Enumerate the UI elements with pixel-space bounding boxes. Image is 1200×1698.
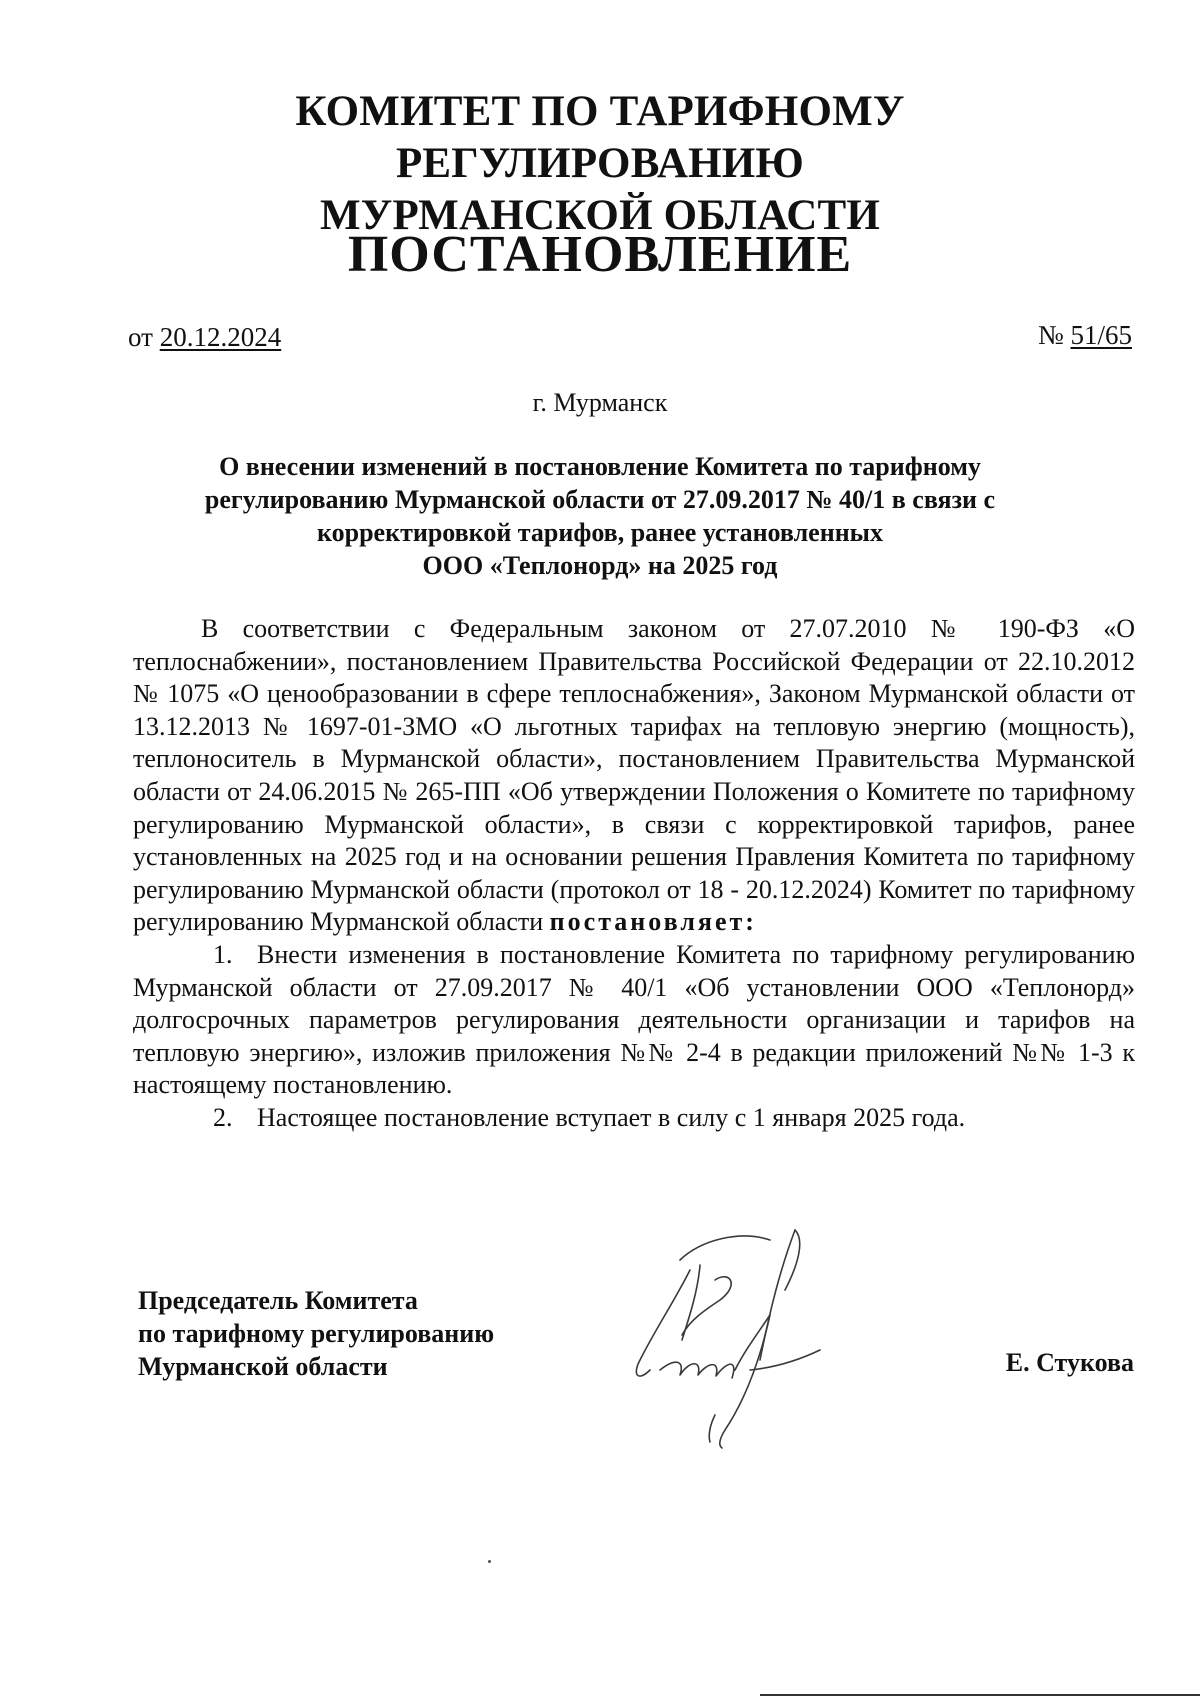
- date-prefix: от: [128, 322, 153, 352]
- document-number: [1038, 318, 1132, 352]
- scan-artifact-line: [760, 1694, 1200, 1696]
- subject-line1: О внесении изменений в постановление Комитета по тарифному: [219, 452, 981, 481]
- item-number: 2.: [213, 1102, 233, 1132]
- list-item: [133, 1102, 1135, 1135]
- subject-line4: ООО «Теплонорд» на 2025 год: [422, 551, 778, 580]
- organization-title-line1: КОМИТЕТ ПО ТАРИФНОМУ РЕГУЛИРОВАНИЮ: [295, 88, 905, 187]
- handwritten-signature: [620, 1210, 840, 1450]
- number-value: 51/65: [1070, 320, 1132, 350]
- position-line2: по тарифному регулированию: [138, 1319, 495, 1348]
- scan-artifact-dot: [488, 1560, 491, 1563]
- signatory-position: [138, 1284, 494, 1383]
- document-date: [128, 320, 281, 354]
- preamble-text: В соответствии с Федеральным законом от 27.07.2010 № 190-ФЗ «О теплоснабжении», постановлением Правительства Российской Федерации от 22.10.2012 № 1075 «О ценообразовании в сфере теплоснабжения», Законом Мурманской области от 13.12.2013 № 1697-01-ЗМО «О льготных тарифах на тепловую энергию (мощность), теплоноситель в Мурманской области», постановлением Правительства Мурманской области от 24.06.2015 № 265-ПП «Об утверждении Положения о Комитете по тарифному регулированию Мурманской области», в связи с корректировкой тарифов, ранее установленных на 2025 год и на основании решения Правления Комитета по тарифному регулированию Мурманской области (протокол от 18 - 20.12.2024) Комитет по тарифному регулированию Мурманской области: [133, 614, 1135, 937]
- organization-title: [100, 86, 1100, 242]
- organization-title-line2: МУРМАНСКОЙ ОБЛАСТИ: [319, 192, 881, 239]
- item-text: Внести изменения в постановление Комитета по тарифному регулированию Мурманской области от 27.09.2017 № 40/1 «Об установлении ООО «Теплонорд» долгосрочных параметров регулирования деятельности организации и тарифов на тепловую энергию», изложив приложения №№ 2-4 в редакции приложений №№ 1-3 к настоящему постановлению.: [133, 939, 1135, 1100]
- list-item: [133, 939, 1135, 1102]
- signatory-name: Е. Стукова: [1005, 1348, 1134, 1377]
- number-prefix: №: [1037, 320, 1064, 350]
- document-subject: [150, 450, 1050, 582]
- city-line: г. Мурманск: [532, 388, 668, 417]
- resolves-word: постановляет:: [549, 907, 757, 937]
- item-text: Настоящее постановление вступает в силу с 1 января 2025 года.: [257, 1102, 966, 1132]
- document-body: [133, 613, 1135, 1135]
- date-value: 20.12.2024: [159, 322, 282, 352]
- subject-line2: регулированию Мурманской области от 27.09.2017 № 40/1 в связи с: [204, 485, 996, 514]
- subject-line3: корректировкой тарифов, ранее установленных: [317, 518, 883, 547]
- preamble-paragraph: [133, 613, 1135, 939]
- item-number: 1.: [213, 939, 233, 969]
- position-line3: Мурманской области: [138, 1352, 388, 1381]
- document-type-heading: ПОСТАНОВЛЕНИЕ: [347, 226, 853, 283]
- position-line1: Председатель Комитета: [138, 1286, 418, 1315]
